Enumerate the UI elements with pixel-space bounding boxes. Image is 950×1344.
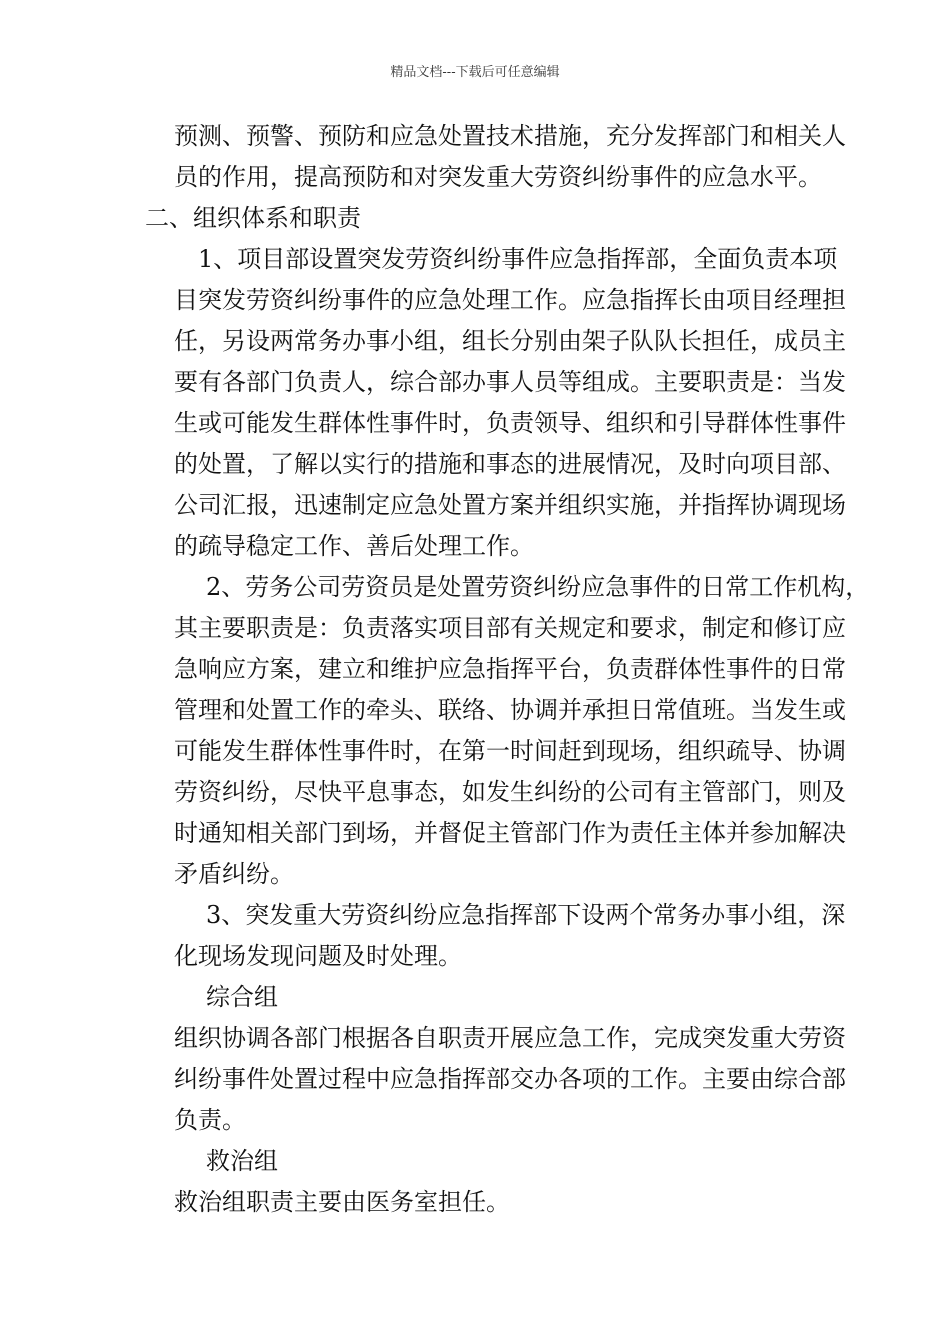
text-line: 目突发劳资纠纷事件的应急处理工作。应急指挥长由项目经理担 [174, 286, 846, 314]
text-line: 1、项目部设置突发劳资纠纷事件应急指挥部，全面负责本项 [198, 245, 838, 273]
text-line: 化现场发现问题及时处理。 [174, 942, 462, 970]
text-line: 预测、预警、预防和应急处置技术措施，充分发挥部门和相关人 [174, 122, 846, 150]
text-line: 急响应方案，建立和维护应急指挥平台，负责群体性事件的日常 [174, 655, 846, 683]
text-line: 时通知相关部门到场，并督促主管部门作为责任主体并参加解决 [174, 819, 846, 847]
text-line: 管理和处置工作的牵头、联络、协调并承担日常值班。当发生或 [174, 696, 846, 724]
text-line: 要有各部门负责人，综合部办事人员等组成。主要职责是：当发 [174, 368, 846, 396]
text-line: 3、突发重大劳资纠纷应急指挥部下设两个常务办事小组，深 [206, 901, 846, 929]
subsection-heading: 救治组 [206, 1147, 278, 1175]
text-line: 组织协调各部门根据各自职责开展应急工作，完成突发重大劳资 [174, 1024, 846, 1052]
text-line: 可能发生群体性事件时，在第一时间赶到现场，组织疏导、协调 [174, 737, 846, 765]
section-heading: 二、组织体系和职责 [145, 204, 361, 232]
text-line: 公司汇报，迅速制定应急处置方案并组织实施，并指挥协调现场 [174, 491, 846, 519]
text-line: 负责。 [174, 1106, 246, 1134]
page-header: 精品文档---下载后可任意编辑 [390, 65, 560, 80]
text-line: 其主要职责是：负责落实项目部有关规定和要求，制定和修订应 [174, 614, 846, 642]
text-line: 纠纷事件处置过程中应急指挥部交办各项的工作。主要由综合部 [174, 1065, 846, 1093]
text-line: 矛盾纠纷。 [174, 860, 294, 888]
text-line: 2、劳务公司劳资员是处置劳资纠纷应急事件的日常工作机构， [206, 573, 870, 601]
text-line: 的处置，了解以实行的措施和事态的进展情况，及时向项目部、 [174, 450, 846, 478]
text-line: 的疏导稳定工作、善后处理工作。 [174, 532, 534, 560]
text-line: 救治组职责主要由医务室担任。 [174, 1188, 510, 1216]
text-line: 生或可能发生群体性事件时，负责领导、组织和引导群体性事件 [174, 409, 846, 437]
text-line: 员的作用，提高预防和对突发重大劳资纠纷事件的应急水平。 [174, 163, 822, 191]
text-line: 任，另设两常务办事小组，组长分别由架子队队长担任，成员主 [174, 327, 846, 355]
text-line: 劳资纠纷，尽快平息事态，如发生纠纷的公司有主管部门，则及 [174, 778, 846, 806]
subsection-heading: 综合组 [206, 983, 278, 1011]
